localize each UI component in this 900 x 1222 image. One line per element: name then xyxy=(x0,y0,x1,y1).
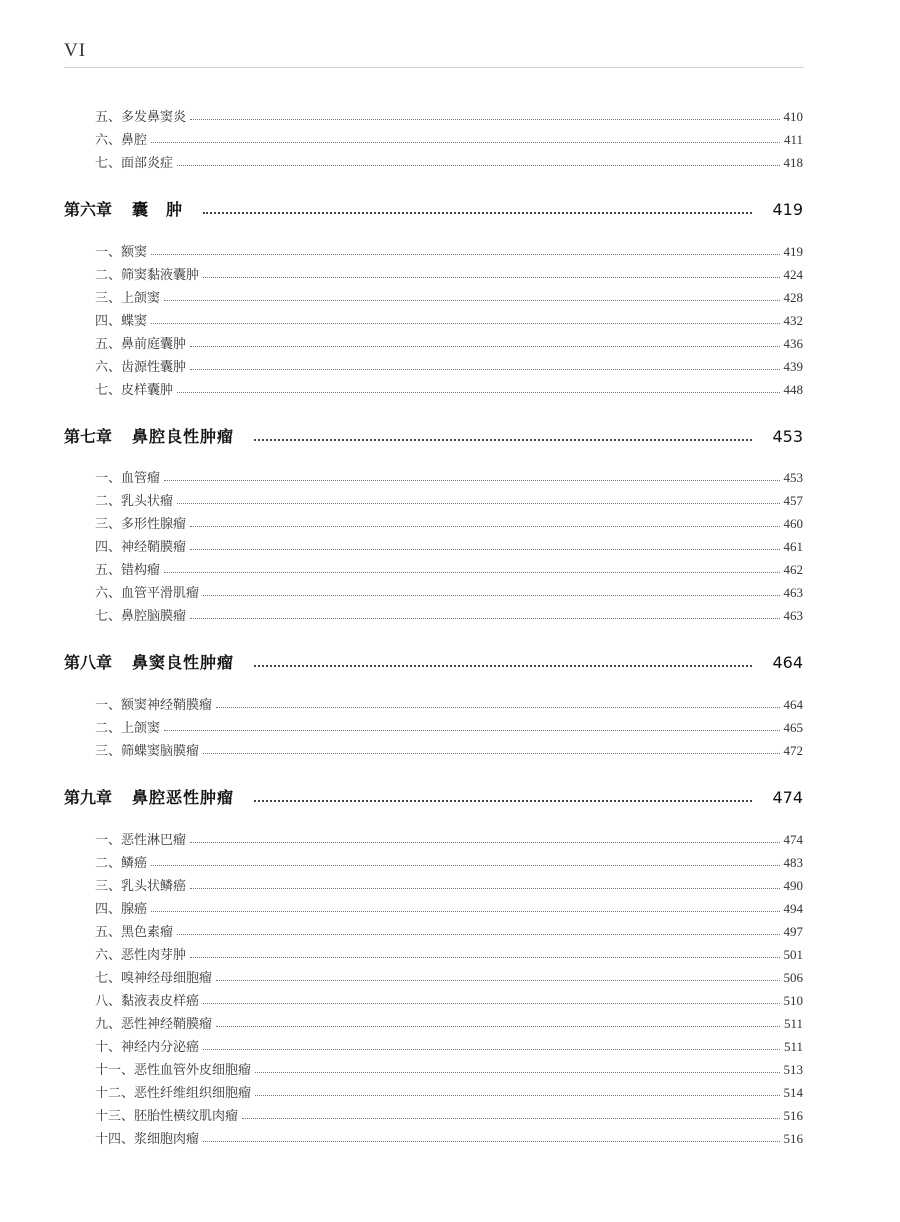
dot-leader xyxy=(164,480,779,481)
toc-entry-label: 九、恶性神经鞘膜瘤 xyxy=(95,1017,213,1032)
toc-entry-page-number: 516 xyxy=(783,1131,803,1146)
chapter-page-number: 464 xyxy=(772,653,803,672)
toc-entry-page-number: 483 xyxy=(783,855,803,870)
toc-entry-label: 三、乳头状鳞癌 xyxy=(95,879,187,894)
toc-entry-label: 一、额窦 xyxy=(95,245,148,260)
toc-entry-page-number: 457 xyxy=(783,493,803,508)
toc-entry xyxy=(95,467,803,487)
toc-entry-label: 六、鼻腔 xyxy=(95,133,148,148)
toc-entry-page-number: 510 xyxy=(783,993,803,1008)
chapter-page-number: 474 xyxy=(772,788,803,807)
toc-entry-label: 五、多发鼻窦炎 xyxy=(95,110,187,125)
chapter-title: 鼻腔良性肿瘤 xyxy=(132,427,235,446)
toc-entry-page-number: 410 xyxy=(783,109,803,124)
toc-entry-label: 三、多形性腺瘤 xyxy=(95,517,187,532)
chapter-page-number: 453 xyxy=(772,427,803,446)
dot-leader xyxy=(203,277,779,278)
toc-entry-page-number: 501 xyxy=(783,947,803,962)
toc-entry xyxy=(95,559,803,579)
toc-entry-page-number: 453 xyxy=(783,470,803,485)
dot-leader xyxy=(203,1049,780,1050)
chapter-title: 鼻腔恶性肿瘤 xyxy=(132,788,235,807)
toc-entry xyxy=(95,1059,803,1079)
toc-entry-page-number: 436 xyxy=(783,336,803,351)
dot-leader xyxy=(177,165,779,166)
header-rule xyxy=(64,67,804,68)
toc-entry-page-number: 506 xyxy=(783,970,803,985)
toc-entry xyxy=(95,740,803,760)
toc-entry xyxy=(95,1013,803,1033)
dot-leader xyxy=(190,346,779,347)
toc-entry-label: 四、神经鞘膜瘤 xyxy=(95,540,187,555)
toc-entry-label: 十三、胚胎性横纹肌肉瘤 xyxy=(95,1109,239,1124)
dot-leader xyxy=(151,323,779,324)
page-label: VI xyxy=(64,40,87,61)
chapter-title: 鼻窦良性肿瘤 xyxy=(132,653,235,672)
toc-entry-label: 七、皮样囊肿 xyxy=(95,383,174,398)
toc-entry xyxy=(95,875,803,895)
toc-entry xyxy=(95,490,803,510)
toc-entry xyxy=(95,1105,803,1125)
dot-leader xyxy=(190,618,779,619)
toc-entry xyxy=(95,717,803,737)
dot-leader xyxy=(190,842,779,843)
toc-entry-page-number: 513 xyxy=(783,1062,803,1077)
toc-entry-label: 二、鳞癌 xyxy=(95,856,148,871)
dot-leader xyxy=(255,1072,779,1073)
dot-leader xyxy=(151,865,779,866)
dot-leader xyxy=(190,957,779,958)
toc-entry-page-number: 463 xyxy=(783,608,803,623)
toc-entry-page-number: 464 xyxy=(783,697,803,712)
toc-entry-page-number: 418 xyxy=(783,155,803,170)
toc-entry-page-number: 511 xyxy=(783,1016,803,1031)
toc-entry-label: 四、蝶窦 xyxy=(95,314,148,329)
toc-entry xyxy=(95,1082,803,1102)
chapter-number: 第七章 xyxy=(64,427,113,446)
chapter-page-number: 419 xyxy=(772,200,803,219)
toc-entry xyxy=(95,264,803,284)
toc-entry-page-number: 472 xyxy=(783,743,803,758)
toc-entry xyxy=(95,356,803,376)
dot-leader xyxy=(151,142,780,143)
chapter-heading xyxy=(64,785,803,809)
dot-leader xyxy=(164,730,779,731)
dot-leader xyxy=(177,503,779,504)
toc-entry xyxy=(95,829,803,849)
toc-entry-label: 十、神经内分泌癌 xyxy=(95,1040,200,1055)
dot-leader xyxy=(203,212,752,214)
dot-leader xyxy=(242,1118,779,1119)
dot-leader xyxy=(254,665,752,667)
chapter-title: 囊 肿 xyxy=(132,200,184,219)
dot-leader xyxy=(203,595,779,596)
dot-leader xyxy=(190,119,779,120)
toc-entry-label: 一、额窦神经鞘膜瘤 xyxy=(95,698,213,713)
toc-entry xyxy=(95,379,803,399)
toc-entry-page-number: 432 xyxy=(783,313,803,328)
toc-entry-label: 七、面部炎症 xyxy=(95,156,174,171)
toc-entry-page-number: 474 xyxy=(783,832,803,847)
toc-entry xyxy=(95,605,803,625)
chapter-number: 第九章 xyxy=(64,788,113,807)
dot-leader xyxy=(164,300,779,301)
toc-entry-page-number: 462 xyxy=(783,562,803,577)
toc-entry-page-number: 463 xyxy=(783,585,803,600)
dot-leader xyxy=(216,707,779,708)
toc-entry-page-number: 428 xyxy=(783,290,803,305)
toc-entry-label: 二、筛窦黏液囊肿 xyxy=(95,268,200,283)
dot-leader xyxy=(190,549,779,550)
dot-leader xyxy=(203,753,779,754)
toc-entry xyxy=(95,129,803,149)
toc-entry xyxy=(95,513,803,533)
toc-entry-label: 六、恶性肉芽肿 xyxy=(95,948,187,963)
chapter-heading xyxy=(64,424,803,448)
dot-leader xyxy=(254,800,752,802)
toc-entry-page-number: 419 xyxy=(783,244,803,259)
chapter-number: 第八章 xyxy=(64,653,113,672)
toc-entry xyxy=(95,944,803,964)
toc-entry-page-number: 460 xyxy=(783,516,803,531)
toc-entry-page-number: 461 xyxy=(783,539,803,554)
chapter-heading xyxy=(64,650,803,674)
toc-entry-page-number: 424 xyxy=(783,267,803,282)
dot-leader xyxy=(255,1095,779,1096)
toc-entry-page-number: 490 xyxy=(783,878,803,893)
dot-leader xyxy=(177,392,779,393)
toc-entry-label: 八、黏液表皮样癌 xyxy=(95,994,200,1009)
toc-entry xyxy=(95,1128,803,1148)
toc-entry xyxy=(95,310,803,330)
toc-entry-label: 四、腺癌 xyxy=(95,902,148,917)
toc-entry-page-number: 465 xyxy=(783,720,803,735)
dot-leader xyxy=(216,1026,780,1027)
toc-entry xyxy=(95,990,803,1010)
toc-entry-label: 十一、恶性血管外皮细胞瘤 xyxy=(95,1063,252,1078)
toc-entry-label: 十二、恶性纤维组织细胞瘤 xyxy=(95,1086,252,1101)
toc-entry-page-number: 439 xyxy=(783,359,803,374)
toc-entry xyxy=(95,333,803,353)
dot-leader xyxy=(190,369,779,370)
dot-leader xyxy=(216,980,779,981)
toc-entry xyxy=(95,536,803,556)
toc-entry xyxy=(95,582,803,602)
dot-leader xyxy=(190,526,779,527)
chapter-number: 第六章 xyxy=(64,200,113,219)
dot-leader xyxy=(151,254,779,255)
toc-entry-label: 五、错构瘤 xyxy=(95,563,161,578)
toc-entry-label: 六、血管平滑肌瘤 xyxy=(95,586,200,601)
toc-entry-label: 十四、浆细胞肉瘤 xyxy=(95,1132,200,1147)
toc-entry-label: 五、鼻前庭囊肿 xyxy=(95,337,187,352)
toc-entry-label: 五、黑色素瘤 xyxy=(95,925,174,940)
dot-leader xyxy=(151,911,779,912)
dot-leader xyxy=(203,1141,779,1142)
toc-entry xyxy=(95,241,803,261)
dot-leader xyxy=(190,888,779,889)
toc-entry-page-number: 411 xyxy=(783,132,803,147)
toc-entry-label: 一、恶性淋巴瘤 xyxy=(95,833,187,848)
toc-entry xyxy=(95,106,803,126)
toc-entry-page-number: 514 xyxy=(783,1085,803,1100)
dot-leader xyxy=(203,1003,779,1004)
toc-entry-page-number: 448 xyxy=(783,382,803,397)
toc-entry-page-number: 516 xyxy=(783,1108,803,1123)
dot-leader xyxy=(254,439,752,441)
toc-entry xyxy=(95,852,803,872)
toc-entry-label: 七、嗅神经母细胞瘤 xyxy=(95,971,213,986)
toc-entry xyxy=(95,921,803,941)
chapter-heading xyxy=(64,197,803,221)
toc-entry-label: 三、上颌窦 xyxy=(95,291,161,306)
toc-entry-label: 二、上颌窦 xyxy=(95,721,161,736)
toc-entry xyxy=(95,1036,803,1056)
dot-leader xyxy=(177,934,779,935)
toc-entry-label: 七、鼻腔脑膜瘤 xyxy=(95,609,187,624)
toc-entry xyxy=(95,287,803,307)
toc-entry xyxy=(95,152,803,172)
toc-entry-page-number: 511 xyxy=(783,1039,803,1054)
toc-entry-label: 六、齿源性囊肿 xyxy=(95,360,187,375)
toc-entry xyxy=(95,967,803,987)
toc-entry-page-number: 497 xyxy=(783,924,803,939)
toc-entry-label: 三、筛蝶窦脑膜瘤 xyxy=(95,744,200,759)
toc-entry-page-number: 494 xyxy=(783,901,803,916)
toc-entry-label: 一、血管瘤 xyxy=(95,471,161,486)
toc-entry xyxy=(95,898,803,918)
dot-leader xyxy=(164,572,779,573)
toc-entry-label: 二、乳头状瘤 xyxy=(95,494,174,509)
toc-entry xyxy=(95,694,803,714)
